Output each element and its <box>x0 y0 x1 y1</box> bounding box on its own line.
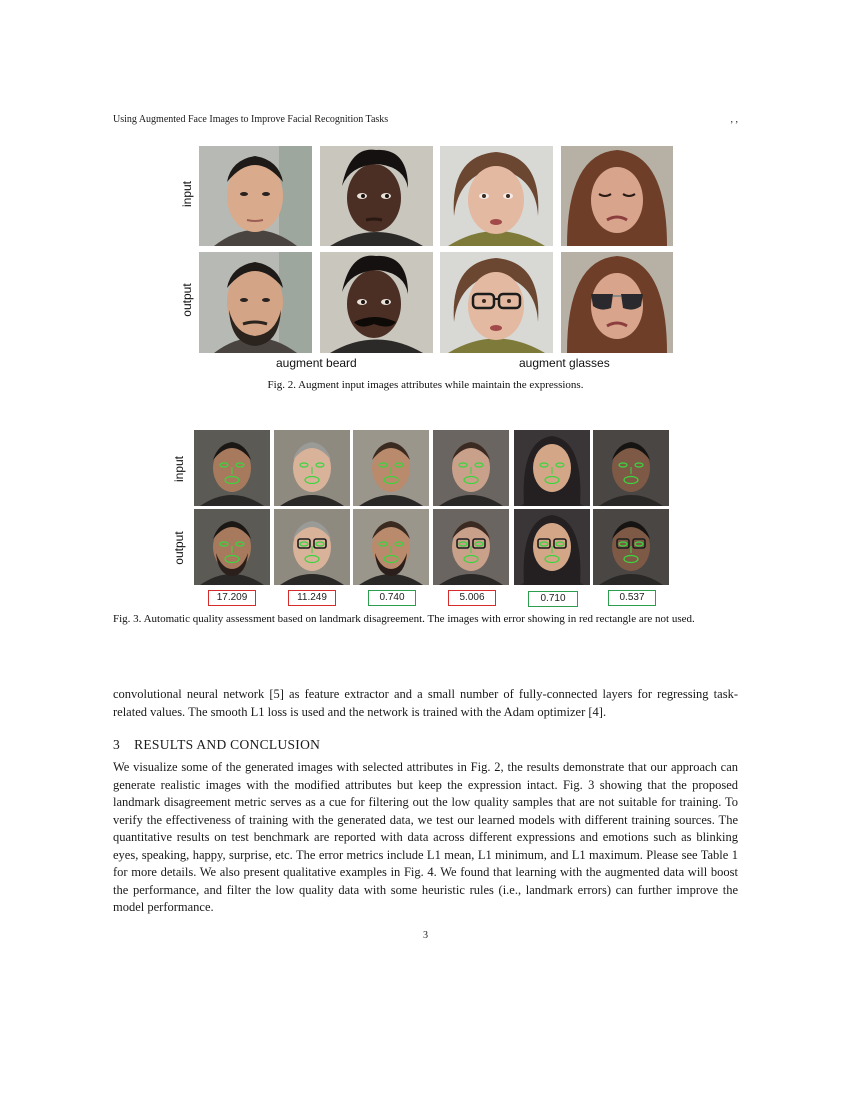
fig3-input-face-2 <box>274 430 350 506</box>
fig2-label-augment-beard: augment beard <box>276 356 357 370</box>
fig2-output-face-1 <box>199 252 312 353</box>
fig2-output-face-2 <box>320 252 433 353</box>
fig2-output-face-3 <box>440 252 553 353</box>
fig2-caption: Fig. 2. Augment input images attributes while maintain the expressions. <box>267 379 584 391</box>
fig2-input-label: input <box>180 180 194 208</box>
body-paragraph-2: We visualize some of the generated images with selected attributes in Fig. 2, the results demonstrate that our approach can generate realistic images with the modified attributes but keep the expression intact. Fig. 3 showing that the proposed landmark disagreement metric serves as a cue for filtering out the low quality samples that are not suitable for training. To verify the effectiveness of training with the generated data, we test our learned models with different training sources. The quantitative results on test benchmark are reported with data across different expressions and emotions such as blinking eyes, speaking, happy, surprise, etc. The error metrics include L1 mean, L1 minimum, and L1 maximum. Please see Table 1 for more details. We also present qualitative examples in Fig. 4. We found that learning with the augmented data will boost the performance, and filter the low quality data with some heuristic rules (i.e., landmark errors) can further improve the model performance. <box>113 760 738 914</box>
fig2-input-face-1 <box>199 146 312 246</box>
fig3-error-value-3: 0.740 <box>368 590 416 606</box>
fig3-error-value-2: 11.249 <box>288 590 336 606</box>
fig2-input-face-3 <box>440 146 553 246</box>
running-head <box>113 113 738 127</box>
fig3-error-value-4: 5.006 <box>448 590 496 606</box>
fig2-output-face-4 <box>561 252 673 353</box>
fig3-output-face-3 <box>353 509 429 585</box>
section-number: 3 <box>113 737 121 752</box>
section-heading <box>113 737 738 753</box>
fig3-error-value-6: 0.537 <box>608 590 656 606</box>
fig3-caption: Fig. 3. Automatic quality assessment based on landmark disagreement. The images with error showing in red rectangle are not used. <box>113 613 695 625</box>
fig3-input-label: input <box>172 455 186 483</box>
fig3-output-face-4 <box>433 509 509 585</box>
fig3-output-face-6 <box>593 509 669 585</box>
fig2-label-augment-glasses: augment glasses <box>519 356 610 370</box>
fig3-error-value-1: 17.209 <box>208 590 256 606</box>
running-head-title: Using Augmented Face Images to Improve Facial Recognition Tasks <box>113 114 389 125</box>
fig2-input-face-2 <box>320 146 433 246</box>
section-title: RESULTS AND CONCLUSION <box>134 737 321 752</box>
fig3-input-face-4 <box>433 430 509 506</box>
running-head-right: , , <box>730 114 738 125</box>
fig3-output-face-1 <box>194 509 270 585</box>
fig2-output-label: output <box>180 283 194 317</box>
fig2-input-face-4 <box>561 146 673 246</box>
fig3-input-face-1 <box>194 430 270 506</box>
fig3-output-label: output <box>172 531 186 565</box>
page-number: 3 <box>423 930 428 941</box>
fig3-error-value-5: 0.710 <box>528 591 578 607</box>
fig3-input-face-3 <box>353 430 429 506</box>
fig3-input-face-6 <box>593 430 669 506</box>
body-paragraph-1: convolutional neural network [5] as feature extractor and a small number of fully-connected layers for regressing task-related values. The smooth L1 loss is used and the network is trained with the Adam optimizer [4]. <box>113 687 738 719</box>
fig3-input-face-5 <box>514 430 590 506</box>
fig3-output-face-2 <box>274 509 350 585</box>
fig3-output-face-5 <box>514 509 590 585</box>
